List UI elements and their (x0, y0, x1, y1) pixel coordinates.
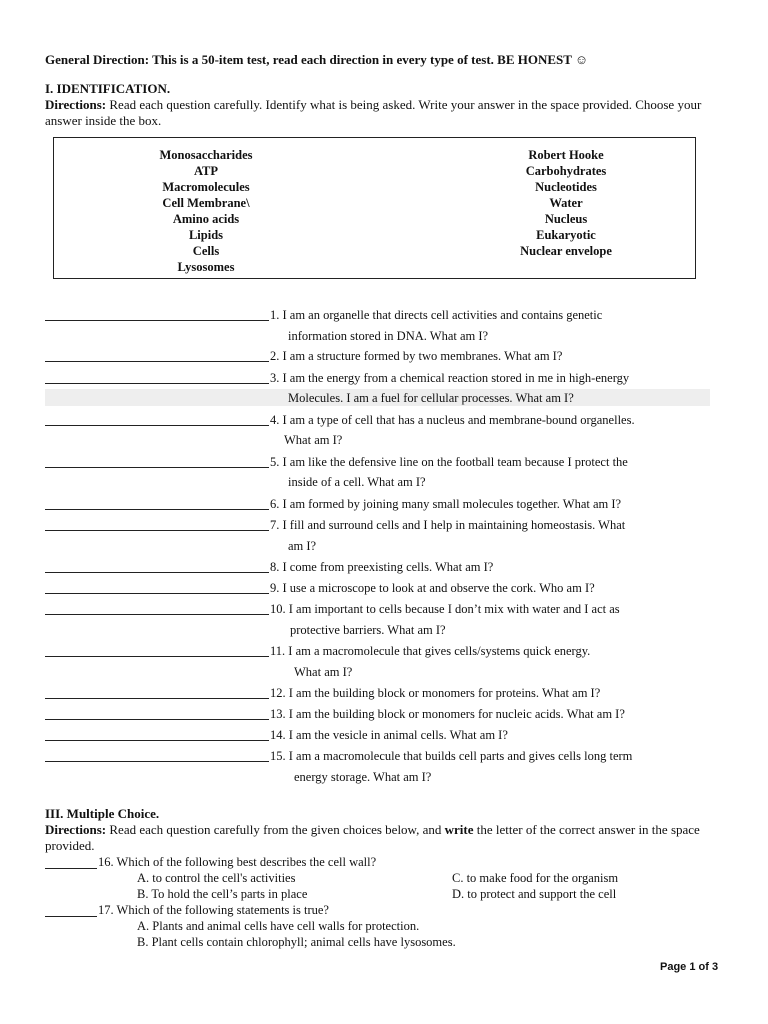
directions-text: Read each question carefully from the given choices below, and (106, 822, 445, 837)
directions-emphasis: write (444, 822, 474, 837)
question-text: I am a structure formed by two membranes. What am I? (282, 349, 563, 363)
choice-item: Robert Hooke (528, 148, 604, 162)
directions-text: the letter of the correct answer in the space provided. (45, 822, 700, 853)
choices-right-column (476, 147, 656, 259)
question-number: 6. (270, 497, 280, 511)
answer-blank[interactable] (45, 383, 269, 384)
question-5 (270, 454, 628, 470)
choice-item: Nuclear envelope (520, 244, 612, 258)
question-text: I come from preexisting cells. What am I? (282, 560, 494, 574)
general-direction: General Direction: This is a 50-item test, read each direction in every type of test. BE HONEST ☺ (45, 52, 589, 67)
directions-text: Read each question carefully. Identify what is being asked. Write your answer in the space provided. Choose your answer inside the box. (45, 97, 702, 128)
choice-a: A. to control the cell's activities (137, 871, 296, 885)
identification-directions (45, 97, 735, 129)
question-text: I use a microscope to look at and observe the cork. Who am I? (282, 581, 595, 595)
question-3 (270, 370, 629, 386)
answer-blank[interactable] (45, 530, 269, 531)
question-continuation: information stored in DNA. What am I? (288, 329, 489, 343)
question-number: 8. (270, 560, 280, 574)
question-text: I am an organelle that directs cell activities and contains genetic (282, 308, 603, 322)
answer-blank[interactable] (45, 719, 269, 720)
identification-title: I. IDENTIFICATION. (45, 81, 171, 96)
question-text: I am like the defensive line on the football team because I protect the (282, 455, 628, 469)
question-continuation: What am I? (294, 665, 353, 679)
choice-d: D. to protect and support the cell (452, 887, 617, 901)
choice-b: B. Plant cells contain chlorophyll; animal cells have lysosomes. (137, 935, 456, 949)
answer-blank[interactable] (45, 656, 269, 657)
answer-blank[interactable] (45, 572, 269, 573)
answer-blank[interactable] (45, 320, 269, 321)
question-4 (270, 412, 635, 428)
question-15 (270, 748, 632, 764)
question-continuation: What am I? (284, 433, 343, 447)
question-6 (270, 496, 621, 512)
question-number: 10. (270, 602, 286, 616)
choice-item: Eukaryotic (536, 228, 596, 242)
question-number: 14. (270, 728, 286, 742)
choice-item: Cells (192, 244, 220, 258)
choices-left-column (116, 147, 296, 275)
question-7 (270, 517, 625, 533)
question-text: I am a type of cell that has a nucleus and membrane-bound organelles. (282, 413, 635, 427)
question-number: 4. (270, 413, 280, 427)
answer-blank[interactable] (45, 916, 97, 917)
answer-blank[interactable] (45, 761, 269, 762)
question-text: I am formed by joining many small molecules together. What am I? (282, 497, 622, 511)
choice-item: Macromolecules (162, 180, 250, 194)
answer-blank[interactable] (45, 614, 269, 615)
choice-item: Nucleus (544, 212, 588, 226)
question-17: 17. Which of the following statements is true? (98, 903, 329, 917)
choice-item: Lipids (188, 228, 224, 242)
question-number: 11. (270, 644, 286, 658)
choice-item: ATP (193, 164, 219, 178)
question-continuation: protective barriers. What am I? (290, 623, 446, 637)
answer-blank[interactable] (45, 509, 269, 510)
question-12 (270, 685, 600, 701)
answer-blank[interactable] (45, 868, 97, 869)
multiple-choice-title: III. Multiple Choice. (45, 806, 160, 821)
directions-label: Directions: (45, 822, 107, 837)
question-number: 7. (270, 518, 280, 532)
question-number: 2. (270, 349, 280, 363)
question-13 (270, 706, 625, 722)
answer-choices-box (53, 137, 696, 279)
question-number: 15. (270, 749, 286, 763)
page-number: Page 1 of 3 (660, 961, 719, 973)
choice-item: Nucleotides (535, 180, 597, 194)
directions-label: Directions: (45, 97, 107, 112)
choice-item: Water (549, 196, 583, 210)
question-number: 1. (270, 308, 280, 322)
question-text: I am a macromolecule that gives cells/systems quick energy. (288, 644, 591, 658)
question-2 (270, 348, 562, 364)
question-text: I am the building block or monomers for proteins. What am I? (288, 686, 601, 700)
question-continuation: inside of a cell. What am I? (288, 475, 426, 489)
question-9 (270, 580, 595, 596)
choice-b: B. To hold the cell’s parts in place (137, 887, 308, 901)
question-text: I am the energy from a chemical reaction stored in me in high-energy (282, 371, 630, 385)
question-1 (270, 307, 602, 323)
question-10 (270, 601, 620, 617)
answer-blank[interactable] (45, 593, 269, 594)
question-text: I am a macromolecule that builds cell parts and gives cells long term (288, 749, 633, 763)
question-8 (270, 559, 493, 575)
answer-blank[interactable] (45, 698, 269, 699)
answer-blank[interactable] (45, 361, 269, 362)
question-continuation: energy storage. What am I? (294, 770, 432, 784)
choice-item: Lysosomes (177, 260, 235, 274)
question-number: 9. (270, 581, 280, 595)
question-text: I am the vesicle in animal cells. What am I? (288, 728, 508, 742)
question-16: 16. Which of the following best describes the cell wall? (98, 855, 377, 869)
question-number: 3. (270, 371, 280, 385)
choice-c: C. to make food for the organism (452, 871, 619, 885)
question-14 (270, 727, 508, 743)
multiple-choice-directions (45, 822, 735, 854)
answer-blank[interactable] (45, 425, 269, 426)
question-text: I am the building block or monomers for nucleic acids. What am I? (288, 707, 625, 721)
answer-blank[interactable] (45, 740, 269, 741)
question-continuation: Molecules. I am a fuel for cellular processes. What am I? (288, 391, 574, 405)
question-number: 13. (270, 707, 286, 721)
question-number: 5. (270, 455, 280, 469)
choice-item: Carbohydrates (525, 164, 607, 178)
question-11 (270, 643, 590, 659)
question-continuation: am I? (288, 539, 317, 553)
question-text: I fill and surround cells and I help in maintaining homeostasis. What (282, 518, 626, 532)
choice-item: Monosaccharides (159, 148, 253, 162)
question-number: 12. (270, 686, 286, 700)
choice-item: Cell Membrane\ (162, 196, 250, 210)
question-text: I am important to cells because I don’t mix with water and I act as (288, 602, 620, 616)
choice-item: Amino acids (172, 212, 240, 226)
answer-blank[interactable] (45, 467, 269, 468)
choice-a: A. Plants and animal cells have cell walls for protection. (137, 919, 420, 933)
